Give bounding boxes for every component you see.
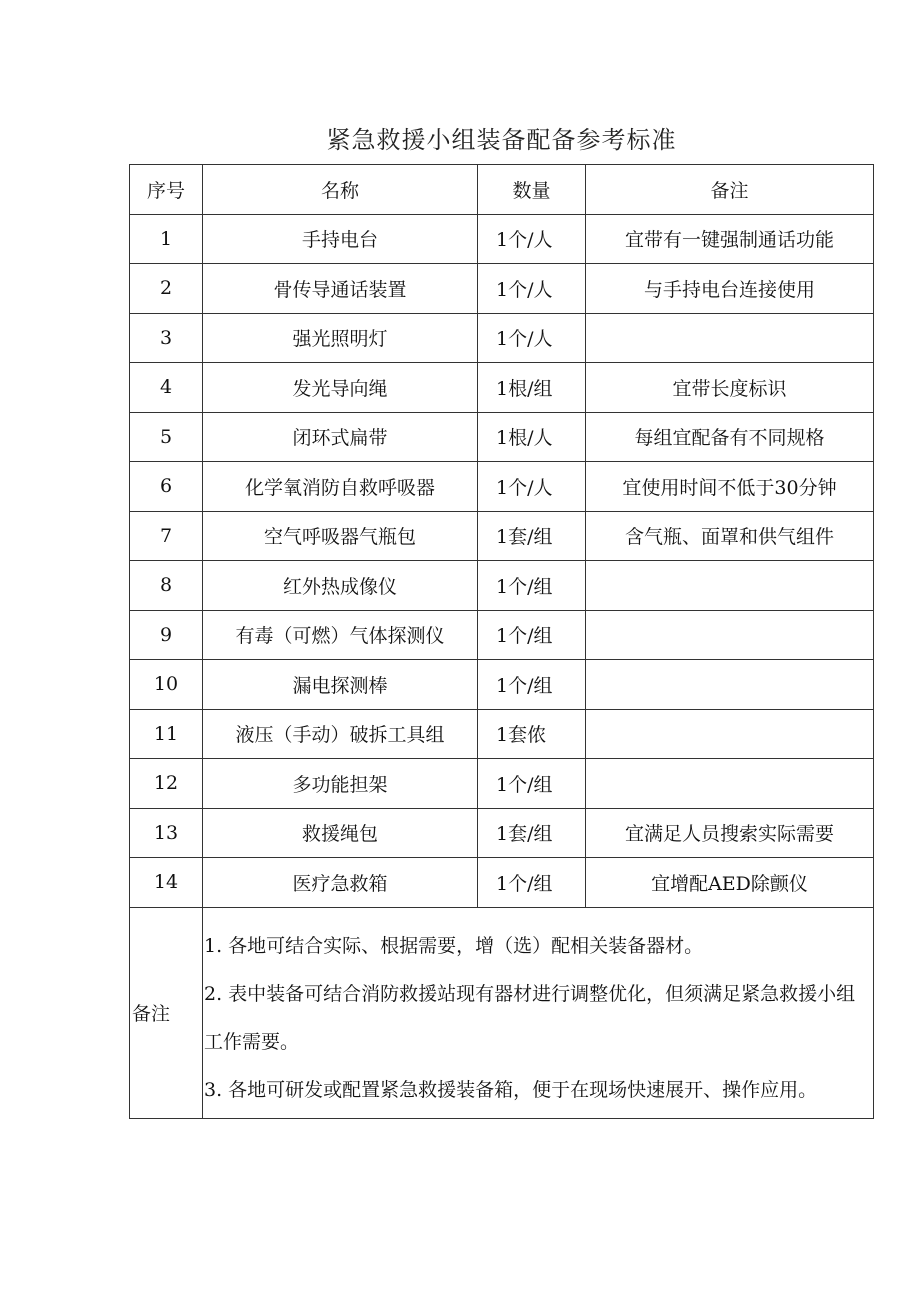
table-row [130, 858, 874, 908]
cell-qty: 1个/组 [478, 561, 586, 611]
cell-name: 化学氧消防自救呼吸器 [203, 462, 478, 512]
table-body [130, 165, 874, 1119]
cell-qty: 1套/组 [478, 808, 586, 858]
header-note: 备注 [586, 165, 874, 215]
cell-no: 8 [130, 561, 203, 611]
cell-qty: 1个/组 [478, 858, 586, 908]
cell-no: 6 [130, 462, 203, 512]
header-qty: 数量 [478, 165, 586, 215]
cell-name: 液压（手动）破拆工具组 [203, 709, 478, 759]
cell-qty: 1个/组 [478, 610, 586, 660]
cell-note: 宜满足人员搜索实际需要 [586, 808, 874, 858]
cell-name: 多功能担架 [203, 759, 478, 809]
table-row [130, 759, 874, 809]
cell-note [586, 561, 874, 611]
table-row [130, 561, 874, 611]
header-no: 序号 [130, 165, 203, 215]
cell-no: 3 [130, 313, 203, 363]
cell-name: 手持电台 [203, 214, 478, 264]
cell-name: 强光照明灯 [203, 313, 478, 363]
remarks-label: 备注 [130, 907, 203, 1118]
remarks-row [130, 907, 874, 1118]
page-title: 紧急救援小组装备配备参考标准 [326, 126, 677, 154]
cell-no: 11 [130, 709, 203, 759]
cell-no: 14 [130, 858, 203, 908]
table-row [130, 214, 874, 264]
table-row [130, 412, 874, 462]
cell-no: 12 [130, 759, 203, 809]
cell-note: 每组宜配备有不同规格 [586, 412, 874, 462]
cell-qty: 1套侬 [478, 709, 586, 759]
table-row [130, 363, 874, 413]
cell-note [586, 610, 874, 660]
cell-note: 与手持电台连接使用 [586, 264, 874, 314]
table-row [130, 511, 874, 561]
cell-qty: 1个/组 [478, 660, 586, 710]
cell-name: 有毒（可燃）气体探测仪 [203, 610, 478, 660]
cell-no: 4 [130, 363, 203, 413]
table-row [130, 660, 874, 710]
remark-item: 2. 表中装备可结合消防救援站现有器材进行调整优化，但须满足紧急救援小组工作需要。 [204, 982, 856, 1053]
cell-name: 骨传导通话装置 [203, 264, 478, 314]
cell-note: 宜使用时间不低于30分钟 [586, 462, 874, 512]
cell-note: 宜带有一键强制通话功能 [586, 214, 874, 264]
cell-qty: 1个/人 [478, 214, 586, 264]
table-row [130, 709, 874, 759]
header-name: 名称 [203, 165, 478, 215]
cell-name: 闭环式扁带 [203, 412, 478, 462]
cell-note: 含气瓶、面罩和供气组件 [586, 511, 874, 561]
cell-name: 发光导向绳 [203, 363, 478, 413]
cell-no: 7 [130, 511, 203, 561]
table-header-row [130, 165, 874, 215]
cell-no: 13 [130, 808, 203, 858]
cell-qty: 1根/组 [478, 363, 586, 413]
cell-note: 宜增配AED除颤仪 [586, 858, 874, 908]
cell-qty: 1套/组 [478, 511, 586, 561]
table-row [130, 264, 874, 314]
table-row [130, 808, 874, 858]
equipment-table [129, 164, 874, 1119]
cell-name: 空气呼吸器气瓶包 [203, 511, 478, 561]
cell-name: 救援绳包 [203, 808, 478, 858]
cell-name: 红外热成像仪 [203, 561, 478, 611]
cell-note [586, 759, 874, 809]
cell-name: 医疗急救箱 [203, 858, 478, 908]
cell-note [586, 660, 874, 710]
remark-item: 3. 各地可研发或配置紧急救援装备箱，便于在现场快速展开、操作应用。 [204, 1078, 818, 1101]
cell-qty: 1根/人 [478, 412, 586, 462]
cell-note: 宜带长度标识 [586, 363, 874, 413]
cell-no: 9 [130, 610, 203, 660]
table-row [130, 462, 874, 512]
cell-qty: 1个/组 [478, 759, 586, 809]
remarks-body [203, 907, 874, 1118]
table-row [130, 313, 874, 363]
cell-no: 1 [130, 214, 203, 264]
cell-no: 5 [130, 412, 203, 462]
cell-name: 漏电探测棒 [203, 660, 478, 710]
cell-no: 2 [130, 264, 203, 314]
cell-no: 10 [130, 660, 203, 710]
remark-item: 1. 各地可结合实际、根据需要，增（选）配相关装备器材。 [204, 934, 704, 957]
cell-qty: 1个/人 [478, 313, 586, 363]
cell-qty: 1个/人 [478, 264, 586, 314]
table-row [130, 610, 874, 660]
cell-note [586, 313, 874, 363]
cell-qty: 1个/人 [478, 462, 586, 512]
cell-note [586, 709, 874, 759]
